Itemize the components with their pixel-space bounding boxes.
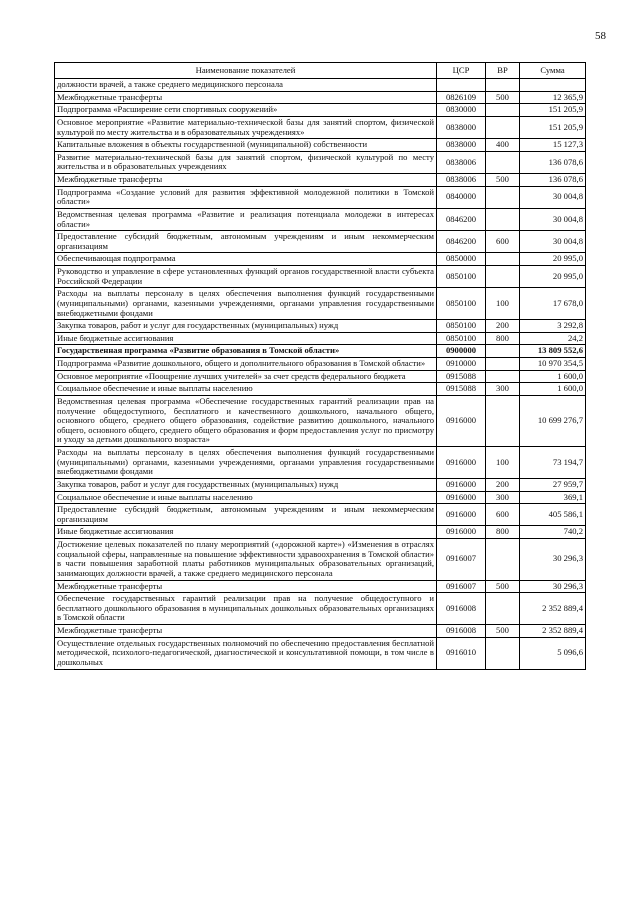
- row-sum: 5 096,6: [520, 637, 586, 669]
- row-sum: 405 586,1: [520, 504, 586, 526]
- row-name: Предоставление субсидий бюджетным, автономным учреждениям и иным некоммерческим организациям: [55, 504, 437, 526]
- row-csr: 0916008: [437, 625, 486, 638]
- table-row: [55, 253, 586, 266]
- row-vr: [486, 208, 520, 230]
- row-sum: [520, 79, 586, 92]
- row-sum: 136 078,6: [520, 151, 586, 173]
- row-name: Обеспечение государственных гарантий реализации прав на получение общедоступного и бесплатного дошкольного образования в муниципальных дошкольных образовательных организациях в Томской области: [55, 593, 437, 625]
- row-sum: 3 292,8: [520, 320, 586, 333]
- row-csr: 0916000: [437, 447, 486, 479]
- row-vr: 500: [486, 91, 520, 104]
- row-name: Подпрограмма «Создание условий для развития эффективной молодежной политики в Томской области»: [55, 186, 437, 208]
- row-sum: 20 995,0: [520, 253, 586, 266]
- table-row: [55, 370, 586, 383]
- row-name: Основное мероприятие «Поощрение лучших учителей» за счет средств федерального бюджета: [55, 370, 437, 383]
- header-csr: ЦСР: [437, 63, 486, 79]
- row-csr: 0850100: [437, 320, 486, 333]
- row-name: Закупка товаров, работ и услуг для государственных (муниципальных) нужд: [55, 320, 437, 333]
- row-name: Подпрограмма «Развитие дошкольного, общего и дополнительного образования в Томской области»: [55, 358, 437, 371]
- table-row: [55, 637, 586, 669]
- row-sum: 12 365,9: [520, 91, 586, 104]
- table-row: [55, 358, 586, 371]
- row-csr: 0830000: [437, 104, 486, 117]
- row-vr: [486, 593, 520, 625]
- row-csr: 0915088: [437, 383, 486, 396]
- row-vr: 500: [486, 625, 520, 638]
- table-row: [55, 383, 586, 396]
- row-vr: [486, 151, 520, 173]
- header-vr: ВР: [486, 63, 520, 79]
- row-name: Иные бюджетные ассигнования: [55, 526, 437, 539]
- row-vr: [486, 370, 520, 383]
- table-row: [55, 320, 586, 333]
- row-sum: 1 600,0: [520, 370, 586, 383]
- row-sum: 151 205,9: [520, 104, 586, 117]
- row-sum: 13 809 552,6: [520, 345, 586, 358]
- row-name: Расходы на выплаты персоналу в целях обеспечения выполнения функций государственными (муниципальными) органами, казенными учреждениями, органами управления государственными внебюджетными фондами: [55, 288, 437, 320]
- row-name: Иные бюджетные ассигнования: [55, 332, 437, 345]
- row-vr: [486, 395, 520, 446]
- header-sum: Сумма: [520, 63, 586, 79]
- row-csr: 0910000: [437, 358, 486, 371]
- row-name: Осуществление отдельных государственных полномочий по обеспечению предоставления бесплатной методической, психолого-педагогической, диагностической и консультативной помощи, в том числе в дошкольных: [55, 637, 437, 669]
- row-name: Межбюджетные трансферты: [55, 174, 437, 187]
- row-sum: 30 296,3: [520, 580, 586, 593]
- table-row: [55, 345, 586, 358]
- row-vr: 600: [486, 231, 520, 253]
- row-vr: 400: [486, 139, 520, 152]
- row-csr: 0838000: [437, 139, 486, 152]
- row-csr: 0840000: [437, 186, 486, 208]
- header-name: Наименование показателей: [55, 63, 437, 79]
- table-row: [55, 539, 586, 581]
- row-vr: [486, 104, 520, 117]
- table-row: [55, 288, 586, 320]
- row-name: Межбюджетные трансферты: [55, 625, 437, 638]
- row-sum: 136 078,6: [520, 174, 586, 187]
- table-row: [55, 186, 586, 208]
- row-name: Капитальные вложения в объекты государственной (муниципальной) собственности: [55, 139, 437, 152]
- row-vr: [486, 266, 520, 288]
- row-csr: 0850100: [437, 332, 486, 345]
- row-vr: [486, 116, 520, 138]
- row-vr: 200: [486, 478, 520, 491]
- table-row: [55, 580, 586, 593]
- row-name: Закупка товаров, работ и услуг для государственных (муниципальных) нужд: [55, 478, 437, 491]
- row-vr: 100: [486, 447, 520, 479]
- row-name: Ведомственная целевая программа «Обеспечение государственных гарантий реализации прав на получение общедоступного, бесплатного и качественного дошкольного, начального общего, основного общего, среднего общего образования, содействие развитию дошкольного, начального общего, основного общего, среднего общего образования и форм предоставления услуг по присмотру и уходу за детьми дошкольного возраста»: [55, 395, 437, 446]
- row-vr: 300: [486, 491, 520, 504]
- row-csr: 0916000: [437, 504, 486, 526]
- row-csr: 0838006: [437, 174, 486, 187]
- row-vr: 800: [486, 332, 520, 345]
- row-csr: 0850100: [437, 288, 486, 320]
- row-sum: 17 678,0: [520, 288, 586, 320]
- table-row: [55, 174, 586, 187]
- row-sum: 30 004,8: [520, 208, 586, 230]
- row-name: Ведомственная целевая программа «Развитие и реализация потенциала молодежи в интересах области»: [55, 208, 437, 230]
- row-csr: 0846200: [437, 208, 486, 230]
- table-row: [55, 447, 586, 479]
- row-csr: 0915088: [437, 370, 486, 383]
- row-sum: 740,2: [520, 526, 586, 539]
- table-row: [55, 116, 586, 138]
- row-csr: 0846200: [437, 231, 486, 253]
- row-name: Достижение целевых показателей по плану мероприятий («дорожной карте») «Изменения в отраслях социальной сферы, направленные на повышение эффективности здравоохранения в Томской области» в части повышения заработной платы работников муниципальных образовательных организаций, занимающих должности врачей, а также среднего медицинского персонала: [55, 539, 437, 581]
- row-name: Подпрограмма «Расширение сети спортивных сооружений»: [55, 104, 437, 117]
- row-csr: 0826109: [437, 91, 486, 104]
- row-name: должности врачей, а также среднего медицинского персонала: [55, 79, 437, 92]
- table-row: [55, 151, 586, 173]
- table-row: [55, 91, 586, 104]
- table-header-row: [55, 63, 586, 79]
- row-csr: 0916007: [437, 580, 486, 593]
- row-csr: 0916007: [437, 539, 486, 581]
- row-sum: 73 194,7: [520, 447, 586, 479]
- row-name: Развитие материально-технической базы для занятий спортом, физической культурой по месту жительства и в образовательных учреждениях: [55, 151, 437, 173]
- row-vr: 600: [486, 504, 520, 526]
- table-row: [55, 139, 586, 152]
- table-row: [55, 208, 586, 230]
- row-name: Социальное обеспечение и иные выплаты населению: [55, 491, 437, 504]
- row-sum: 24,2: [520, 332, 586, 345]
- row-name: Обеспечивающая подпрограмма: [55, 253, 437, 266]
- row-vr: [486, 186, 520, 208]
- table-row: [55, 526, 586, 539]
- row-vr: [486, 358, 520, 371]
- row-csr: 0916000: [437, 491, 486, 504]
- row-csr: 0916008: [437, 593, 486, 625]
- page-number: 58: [595, 30, 606, 42]
- table-row: [55, 231, 586, 253]
- row-name: Предоставление субсидий бюджетным, автономным учреждениям и иным некоммерческим организациям: [55, 231, 437, 253]
- row-name: Межбюджетные трансферты: [55, 91, 437, 104]
- row-vr: [486, 637, 520, 669]
- row-sum: 30 004,8: [520, 186, 586, 208]
- table-row: [55, 504, 586, 526]
- row-name: Основное мероприятие «Развитие материально-технической базы для занятий спортом, физической культурой по месту жительства и в образовательных учреждениях»: [55, 116, 437, 138]
- row-csr: 0838000: [437, 116, 486, 138]
- row-sum: 27 959,7: [520, 478, 586, 491]
- row-name: Руководство и управление в сфере установленных функций органов государственной власти субъекта Российской Федерации: [55, 266, 437, 288]
- row-csr: [437, 79, 486, 92]
- table-row: [55, 79, 586, 92]
- row-vr: 500: [486, 580, 520, 593]
- row-sum: 10 699 276,7: [520, 395, 586, 446]
- row-sum: 2 352 889,4: [520, 593, 586, 625]
- row-vr: 300: [486, 383, 520, 396]
- budget-table: [54, 62, 586, 670]
- row-vr: 100: [486, 288, 520, 320]
- row-sum: 1 600,0: [520, 383, 586, 396]
- row-vr: [486, 345, 520, 358]
- row-name: Межбюджетные трансферты: [55, 580, 437, 593]
- row-sum: 20 995,0: [520, 266, 586, 288]
- row-sum: 30 296,3: [520, 539, 586, 581]
- row-name: Социальное обеспечение и иные выплаты населению: [55, 383, 437, 396]
- table-row: [55, 478, 586, 491]
- row-csr: 0850100: [437, 266, 486, 288]
- row-sum: 10 970 354,5: [520, 358, 586, 371]
- row-vr: [486, 79, 520, 92]
- row-csr: 0916000: [437, 478, 486, 491]
- row-csr: 0916000: [437, 395, 486, 446]
- row-vr: 500: [486, 174, 520, 187]
- row-name: Расходы на выплаты персоналу в целях обеспечения выполнения функций государственными (муниципальными) органами, казенными учреждениями, органами управления государственными внебюджетными фондами: [55, 447, 437, 479]
- row-csr: 0900000: [437, 345, 486, 358]
- table-row: [55, 332, 586, 345]
- row-vr: [486, 253, 520, 266]
- row-sum: 30 004,8: [520, 231, 586, 253]
- row-vr: [486, 539, 520, 581]
- row-csr: 0838006: [437, 151, 486, 173]
- table-row: [55, 491, 586, 504]
- row-sum: 15 127,3: [520, 139, 586, 152]
- row-name: Государственная программа «Развитие образования в Томской области»: [55, 345, 437, 358]
- table-row: [55, 593, 586, 625]
- row-vr: 200: [486, 320, 520, 333]
- row-sum: 369,1: [520, 491, 586, 504]
- row-csr: 0916000: [437, 526, 486, 539]
- row-csr: 0916010: [437, 637, 486, 669]
- row-sum: 2 352 889,4: [520, 625, 586, 638]
- row-csr: 0850000: [437, 253, 486, 266]
- table-row: [55, 625, 586, 638]
- row-vr: 800: [486, 526, 520, 539]
- table-row: [55, 266, 586, 288]
- table-row: [55, 395, 586, 446]
- row-sum: 151 205,9: [520, 116, 586, 138]
- table-row: [55, 104, 586, 117]
